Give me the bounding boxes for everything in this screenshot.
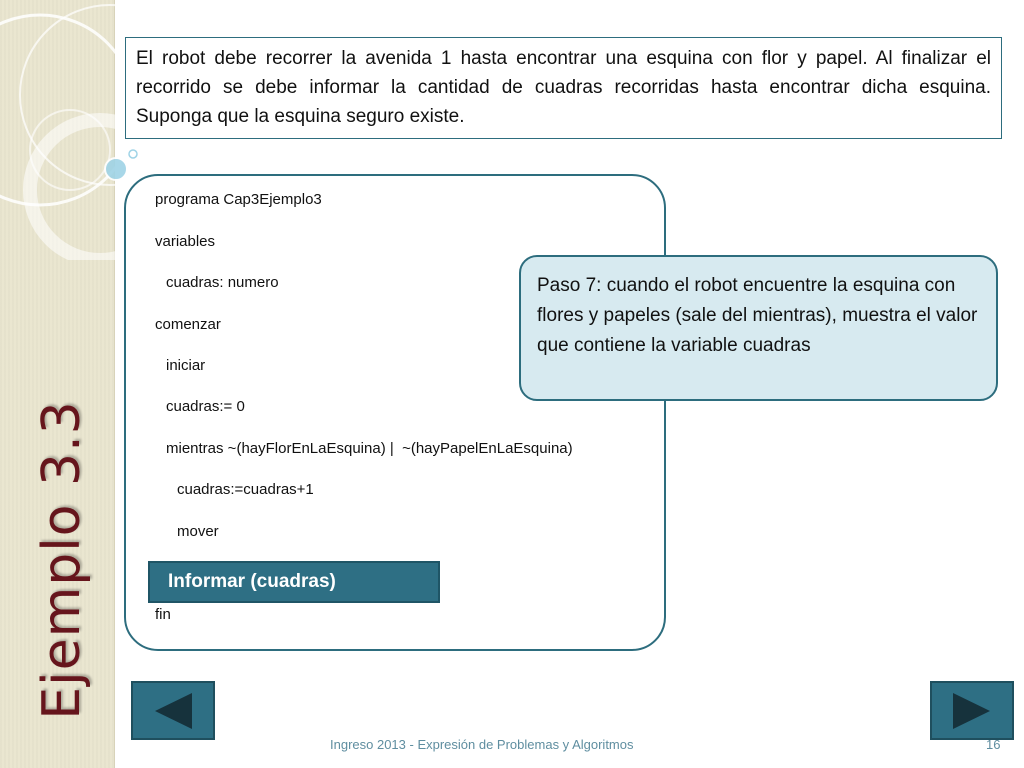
code-line-declaration: cuadras: numero: [166, 274, 279, 291]
page-number: 16: [986, 737, 1001, 752]
code-line-variables: variables: [155, 233, 216, 250]
code-line-mover: mover: [177, 523, 219, 540]
problem-statement: El robot debe recorrer la avenida 1 hasta encontrar una esquina con flor y papel. Al finalizar el recorrido se debe informar la cantidad de cuadras recorridas hasta encontrar dicha esquina. Suponga que la esquina seguro existe.: [125, 37, 1002, 139]
footer-text: Ingreso 2013 - Expresión de Problemas y Algoritmos: [330, 737, 634, 752]
previous-slide-button[interactable]: [131, 681, 215, 740]
code-line-iniciar: iniciar: [166, 357, 206, 374]
code-line-increment: cuadras:=cuadras+1: [177, 481, 314, 498]
step-explanation: Paso 7: cuando el robot encuentre la esquina con flores y papeles (sale del mientras), muestra el valor que contiene la variable cuadras: [519, 255, 998, 401]
slide-title: Ejemplo 3.3: [32, 400, 92, 720]
code-line-fin: fin: [155, 606, 171, 623]
informar-highlight: Informar (cuadras): [148, 561, 440, 603]
triangle-left-icon: [133, 683, 213, 738]
code-line-program: programa Cap3Ejemplo3: [155, 191, 322, 208]
code-line-init: cuadras:= 0: [166, 398, 245, 415]
next-slide-button[interactable]: [930, 681, 1014, 740]
code-line-mientras: mientras ~(hayFlorEnLaEsquina) | ~(hayPapelEnLaEsquina): [166, 440, 573, 457]
triangle-right-icon: [932, 683, 1012, 738]
code-line-comenzar: comenzar: [155, 316, 221, 333]
